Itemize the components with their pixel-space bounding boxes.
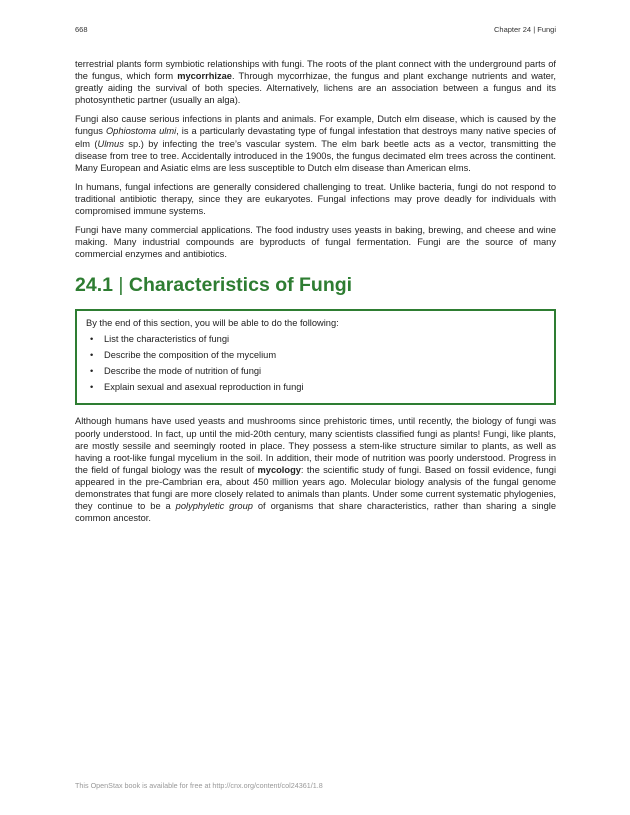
text-run: . Through mycorrhizae, the fungus and plant exchange nutrients and water, greatly aiding the survival of both species. Alternatively, lichens are an association between a fungus and its photosynthetic partner (usually an alga).: [75, 71, 556, 106]
objectives-list: [86, 333, 544, 393]
objectives-intro: By the end of this section, you will be able to do the following:: [86, 318, 339, 329]
text-run: Fungi also cause serious infections in plants and animals. For example, Dutch elm disease, which is caused by the fungus: [75, 114, 556, 137]
objective-item: [86, 349, 544, 361]
text-run: terrestrial plants form symbiotic relationships with fungi. The roots of the plant connect with the underground parts of the fungus, which form: [75, 59, 556, 82]
text-run: , is a particularly devastating type of fungal infestation that destroys many native species of elm (: [75, 126, 556, 149]
term-mycology: mycology: [257, 464, 301, 475]
section-number: 24.1: [75, 274, 113, 297]
bullet-icon: •: [90, 366, 94, 377]
text-run: of organisms that share characteristics, rather than sharing a single common ancestor.: [75, 501, 556, 524]
chapter-name: Chapter 24: [494, 25, 532, 34]
page-content: [75, 58, 556, 531]
chapter-topic: Fungi: [537, 25, 556, 34]
objective-item: [86, 381, 544, 393]
section-title: Characteristics of Fungi: [128, 274, 353, 297]
objective-item: [86, 365, 544, 377]
paragraph-commercial: Fungi have many commercial applications. The food industry uses yeasts in baking, brewing, and cheese and wine making. Many industrial compounds are byproducts of fungal fermentation. Fungi are the source of many commercial enzymes and antibiotics.: [75, 225, 556, 260]
page-footer: This OpenStax book is available for free at http://cnx.org/content/col24361/1.8: [75, 781, 323, 790]
objective-item: [86, 333, 544, 345]
chapter-label: [494, 25, 556, 34]
species-ophiostoma: Ophiostoma ulmi: [105, 126, 177, 137]
objective-text: Explain sexual and asexual reproduction in fungi: [104, 382, 304, 393]
objective-text: List the characteristics of fungi: [104, 334, 230, 345]
genus-ulmus: Ulmus: [97, 138, 124, 149]
paragraph-mycorrhizae: [75, 58, 556, 106]
section-heading: [75, 273, 556, 297]
section-separator: |: [118, 274, 124, 297]
term-polyphyletic-group: polyphyletic group: [175, 501, 253, 512]
objective-text: Describe the mode of nutrition of fungi: [104, 366, 262, 377]
text-run: Although humans have used yeasts and mushrooms since prehistoric times, until recently, the biology of fungi was poorly understood. In fact, up until the mid-20th century, many scientists classified fungi as plants! Fungi, like plants, are mostly sessile and seemingly rooted in place. They possess a stem-like structure similar to plants, as well as having a root-like fungal mycelium in the soil. In addition, their mode of nutrition was poorly understood. Progress in the field of fungal biology was the result of: [75, 416, 556, 475]
text-run: sp.) by infecting the tree’s vascular system. The elm bark beetle acts as a vector, transmitting the disease from tree to tree. Accidentally introduced in the 1900s, the fungus decimated elm trees across the continent. Many European and Asiatic elms are less susceptible to Dutch elm disease than American elms.: [75, 138, 556, 173]
text-run: : the scientific study of fungi. Based on fossil evidence, fungi appeared in the pre-Cambrian era, about 450 million years ago. Molecular biology analysis of the fungal genome demonstrates that fungi are more closely related to animals than plants. Under some current systematic phylogenies, they continue to be a: [75, 464, 557, 512]
term-mycorrhizae: mycorrhizae: [177, 71, 232, 82]
page-number: 668: [75, 25, 88, 34]
paragraph-dutch-elm: [75, 113, 556, 173]
objective-text: Describe the composition of the mycelium: [104, 350, 277, 361]
bullet-icon: •: [90, 382, 94, 393]
paragraph-human-infections: In humans, fungal infections are generally considered challenging to treat. Unlike bacteria, fungi do not respond to traditional antibiotic therapy, since they are eukaryotes. Fungal infections may prove deadly for individuals with compromised immune systems.: [75, 181, 556, 217]
learning-objectives-box: [75, 309, 556, 405]
chapter-separator: |: [531, 25, 538, 34]
paragraph-biology-history: [75, 415, 556, 524]
bullet-icon: •: [90, 334, 94, 345]
bullet-icon: •: [90, 350, 94, 361]
